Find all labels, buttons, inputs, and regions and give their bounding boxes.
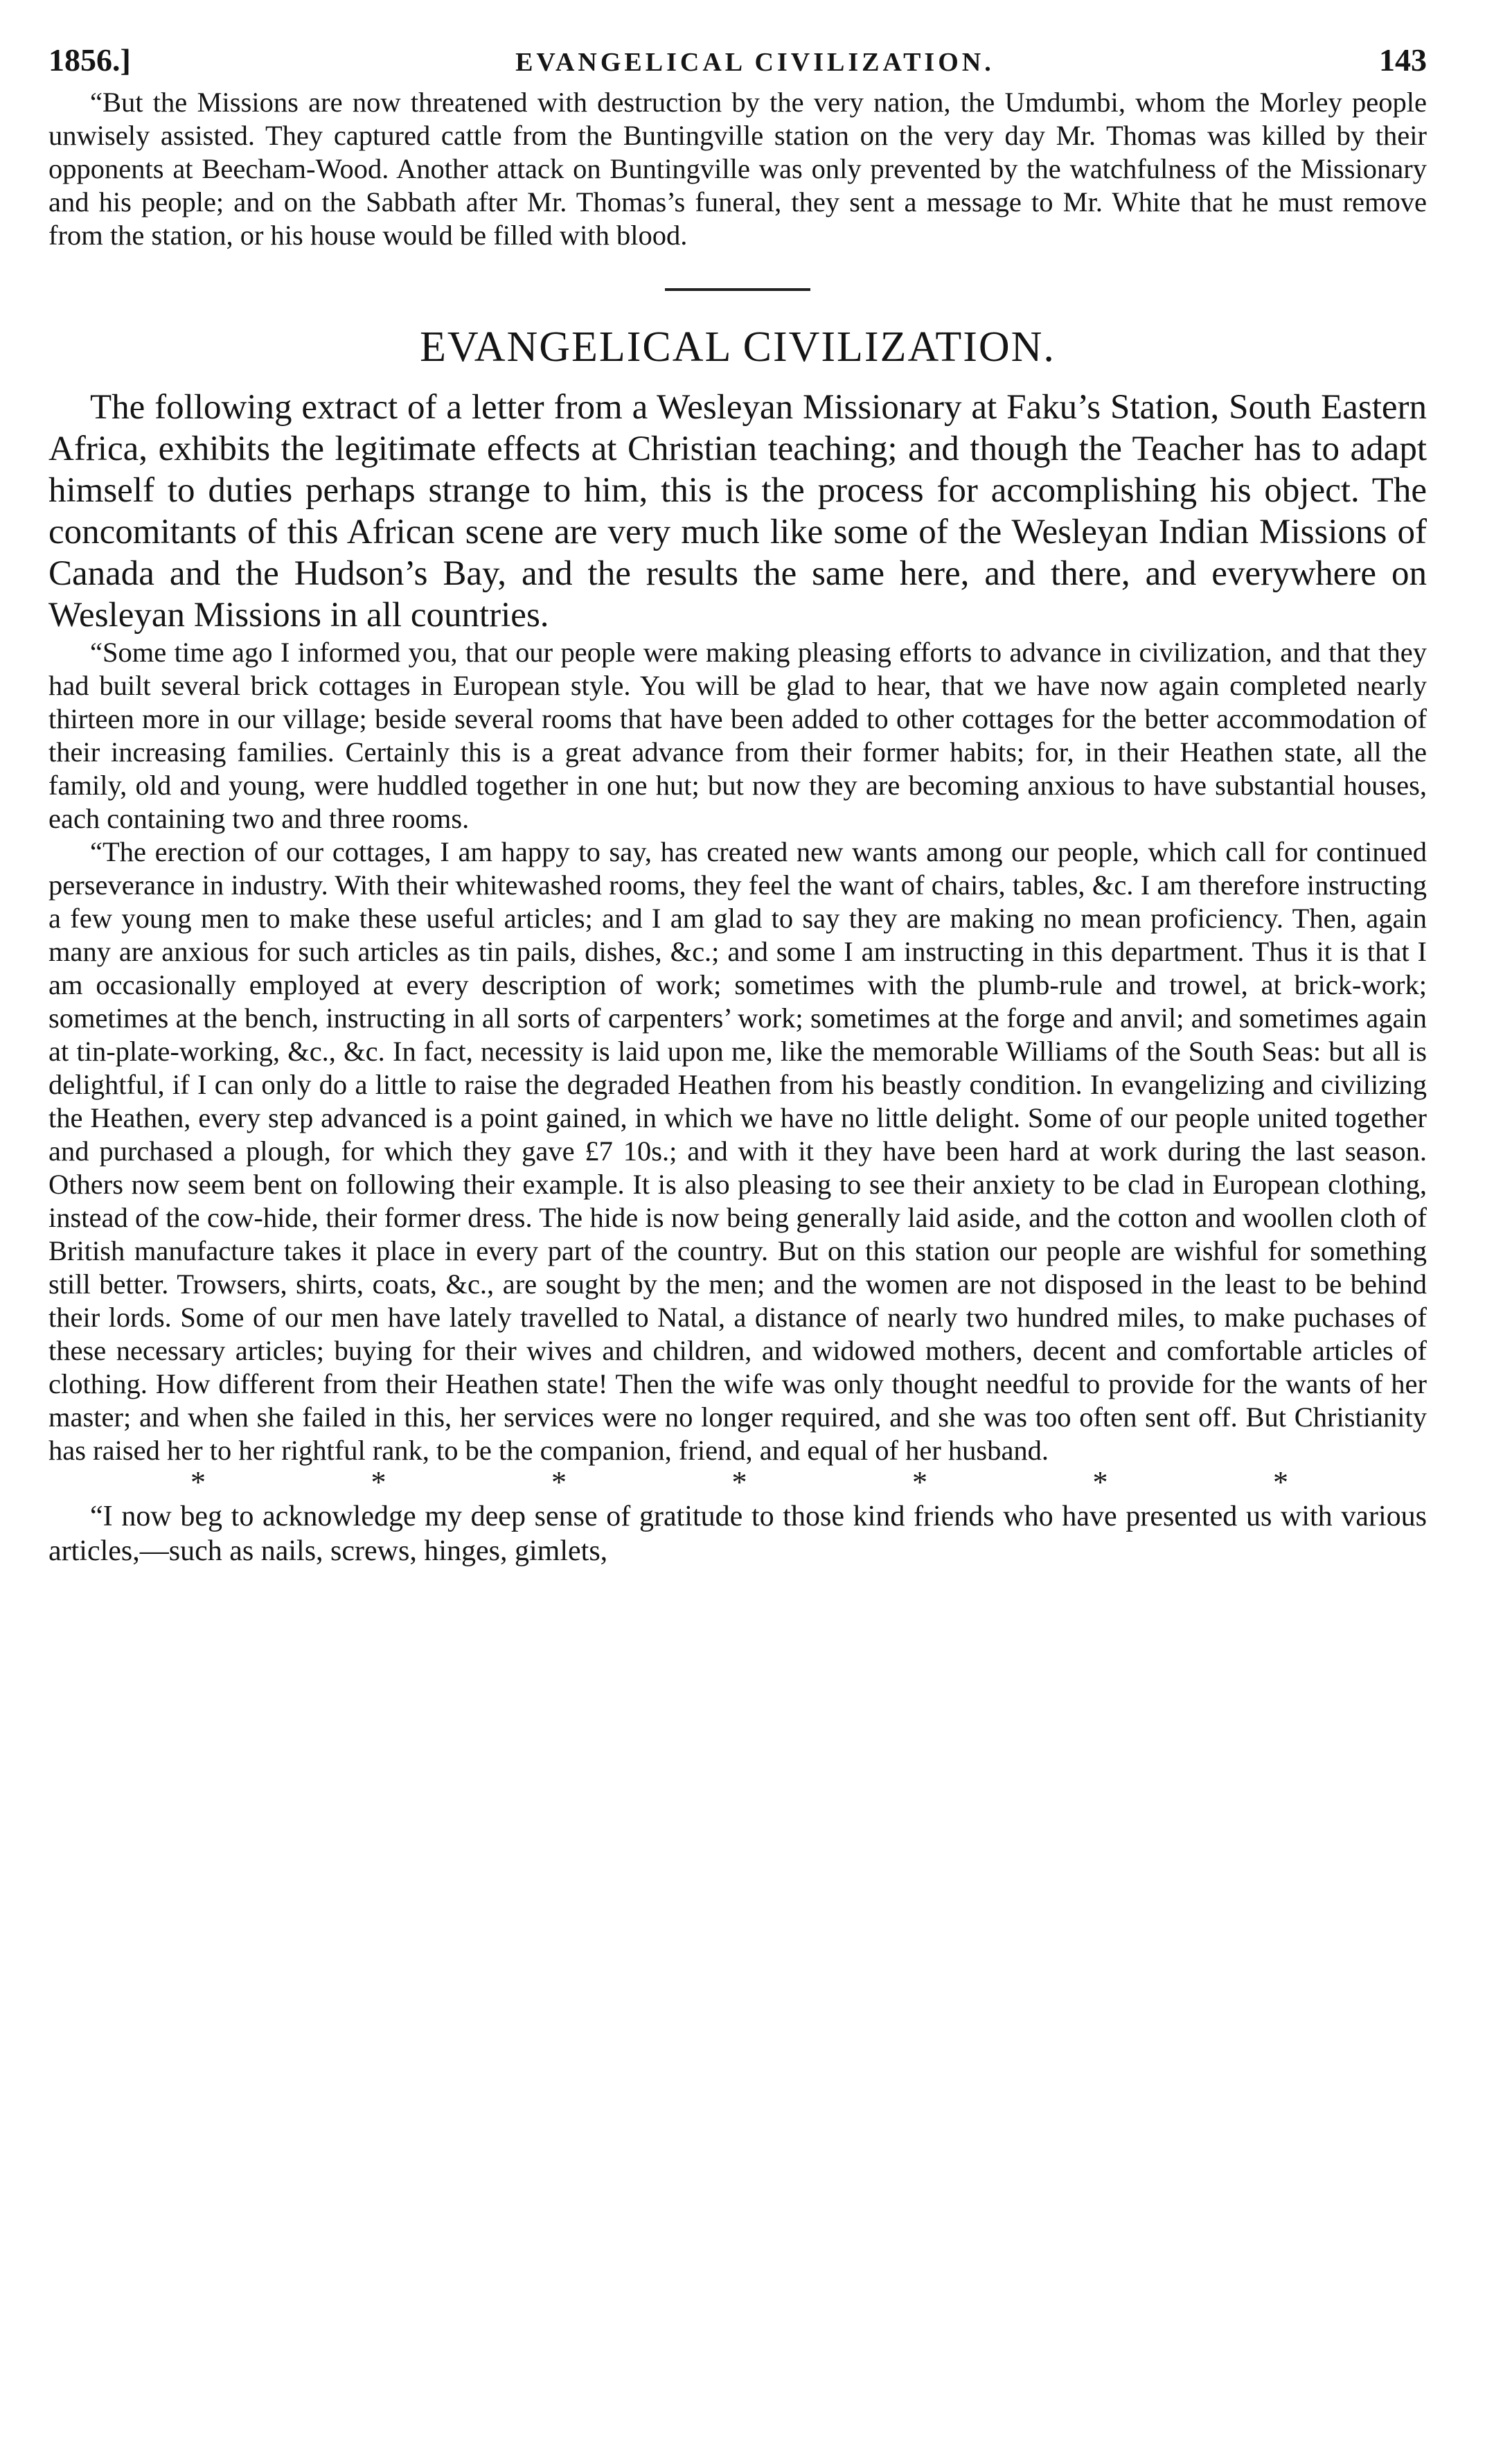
- intro-paragraph: The following extract of a letter from a Wesleyan Missionary at Faku’s Station, South Eastern Africa, exhibits the legitimate effects at Christian teaching; and though the Teacher has to adapt himself to duties perhaps strange to him, this is the process for accomplishing his object. The concomitants of this African scene are very much like some of the Wesleyan Indian Missions of Canada and the Hudson’s Bay, and the results the same here, and there, and everywhere on Wesleyan Missions in all countries.: [48, 388, 1427, 635]
- asterisk: *: [371, 1465, 386, 1499]
- header-year: 1856.]: [48, 42, 131, 78]
- running-head: [48, 42, 1427, 86]
- closing-section: [48, 1499, 1427, 1568]
- previous-article-paragraph: “But the Missions are now threatened with destruction by the very nation, the Umdumbi, whom the Morley people unwisely assisted. They captured cattle from the Buntingville station on the very day Mr. Thomas was killed by their opponents at Beecham-Wood. Another attack on Buntingville was only prevented by the watchfulness of the Missionary and his people; and on the Sabbath after Mr. Thomas’s funeral, they sent a message to Mr. White that he must remove from the station, or his house would be filled with blood.: [48, 87, 1427, 251]
- asterisk: *: [1092, 1465, 1108, 1499]
- letter-paragraph-2: “The erection of our cottages, I am happy to say, has created new wants among our people, which call for continued perseverance in industry. With their whitewashed rooms, they feel the want of chairs, tables, &c. I am therefore instructing a few young men to make these useful articles; and I am glad to say they are making no mean proficiency. Then, again many are anxious for such articles as tin pails, dishes, &c.; and some I am instructing in this department. Thus it is that I am occasionally employed at every description of work; sometimes with the plumb-rule and trowel, at brick-work; sometimes at the bench, instructing in all sorts of carpenters’ work; sometimes at the forge and anvil; and sometimes again at tin-plate-working, &c., &c. In fact, necessity is laid upon me, like the memorable Williams of the South Seas: but all is delightful, if I can only do a little to raise the degraded Heathen from his beastly condition. In evangelizing and civilizing the Heathen, every step advanced is a point gained, in which we have no little delight. Some of our people united together and purchased a plough, for which they gave £7 10s.; and with it they have been hard at work during the last season. Others now seem bent on following their example. It is also pleasing to see their anxiety to be clad in European clothing, instead of the cow-hide, their former dress. The hide is now being generally laid aside, and the cotton and woollen cloth of British manufacture takes it place in every part of the country. But on this station our people are wishful for something still better. Trowsers, shirts, coats, &c., are sought by the men; and the women are not disposed in the least to be behind their lords. Some of our men have lately travelled to Natal, a distance of nearly two hundred miles, to make puchases of these necessary articles; buying for their wives and children, and widowed mothers, decent and comfortable articles of clothing. How different from their Heathen state! Then the wife was only thought needful to provide for the wants of her master; and when she failed in this, her services were no longer required, and she was too often sent off. But Christianity has raised her to her rightful rank, to be the companion, friend, and equal of her husband.: [48, 836, 1427, 1466]
- page: [48, 42, 1427, 1568]
- running-title: EVANGELICAL CIVILIZATION.: [515, 48, 995, 77]
- asterisk: *: [1273, 1465, 1288, 1499]
- asterisk-separator: [48, 1467, 1427, 1499]
- article-title: EVANGELICAL CIVILIZATION.: [420, 324, 1056, 371]
- previous-article: [48, 86, 1427, 252]
- asterisk: *: [731, 1465, 747, 1499]
- page-number: 143: [1378, 42, 1427, 78]
- asterisk: *: [551, 1465, 567, 1499]
- letter-body: [48, 636, 1427, 1467]
- asterisk: *: [190, 1465, 206, 1499]
- asterisk: *: [912, 1465, 927, 1499]
- section-divider: [665, 288, 810, 291]
- closing-paragraph: “I now beg to acknowledge my deep sense of gratitude to those kind friends who have presented us with various articles,—such as nails, screws, hinges, gimlets,: [48, 1501, 1427, 1567]
- letter-paragraph-1: “Some time ago I informed you, that our people were making pleasing efforts to advance in civilization, and that they had built several brick cottages in European style. You will be glad to hear, that we have now again completed nearly thirteen more in our village; beside several rooms that have been added to other cottages for the better accommodation of their increasing families. Certainly this is a great advance from their former habits; for, in their Heathen state, all the family, old and young, were huddled together in one hut; but now they are becoming anxious to have substantial houses, each containing two and three rooms.: [48, 637, 1427, 834]
- article-intro: [48, 387, 1427, 636]
